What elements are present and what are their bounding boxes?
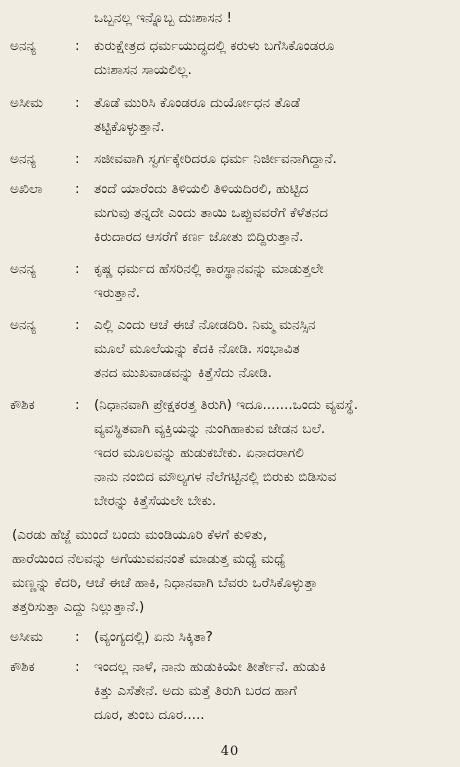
dialogue-text: ತನದ ಮುಖವಾಡವನ್ನು ಕಿತ್ತೆಸೆದು ನೋಡಿ.: [94, 365, 272, 381]
dialogue-text: ಇರುತ್ತಾನೆ.: [94, 285, 140, 301]
speaker-name: ಅಸೀಮ: [10, 629, 44, 645]
dialogue-text: ಕೃಷ್ಣ ಧರ್ಮದ ಹೆಸರಿನಲ್ಲಿ ಕಾರಸ್ಥಾನವನ್ನು ಮಾಡುತ್ತಲೇ: [94, 261, 324, 277]
speaker-colon: :: [75, 659, 80, 675]
speaker-name: ಅನನ್ಯ: [10, 38, 36, 54]
dialogue-text: ಇದರ ಮೂಲವನ್ನು ಹುಡುಕಬೇಕು. ಏನಾದರಾಗಲಿ: [94, 445, 304, 461]
dialogue-text: ನಾನು ನಂಬಿದ ಮೌಲ್ಯಗಳ ನೆಲೆಗಟ್ಟಿನಲ್ಲಿ ಬಿರುಕು ಬಿಡಿಸುವ: [94, 469, 337, 485]
dialogue-text: ಒಬ್ಬನಲ್ಲ ಇನ್ನೊಬ್ಬ ದುಃಶಾಸನ !: [94, 10, 232, 26]
dialogue-text: ಕುರುಕ್ಷೇತ್ರದ ಧರ್ಮಯುದ್ಧದಲ್ಲಿ ಕರುಳು ಬಗೆಸಿಕೊಂಡರೂ: [94, 38, 335, 54]
speaker-name: ಅನನ್ಯ: [10, 151, 36, 167]
speaker-colon: :: [75, 151, 80, 167]
dialogue-text: ಸಜೀವವಾಗಿ ಸ್ವರ್ಗಕ್ಕೇರಿದರೂ ಧರ್ಮ ನಿರ್ಜೀವನಾಗಿದ್ದಾನೆ.: [94, 151, 337, 167]
dialogue-text: (ನಿಧಾನವಾಗಿ ಪ್ರೇಕ್ಷಕರತ್ತ ತಿರುಗಿ) ಇದೂ.......ಒಂದು ವ್ಯವಸ್ಥೆ.: [94, 397, 359, 413]
speaker-name: ಅನನ್ಯ: [10, 261, 36, 277]
stage-direction-text: ಹಾರೆಯಿಂದ ನೆಲವನ್ನು ಅಗೆಯುವವನಂತೆ ಮಾಡುತ್ತ ಮಧ್ಯೆ ಮಧ್ಯೆ: [12, 551, 286, 567]
dialogue-text: ಬೇರನ್ನು ಕಿತ್ತೆಸೆಯಲೇ ಬೇಕು.: [94, 493, 217, 509]
stage-direction-text: ತತ್ತರಿಸುತ್ತಾ ಎದ್ದು ನಿಲ್ಲುತ್ತಾನೆ.): [12, 599, 145, 615]
dialogue-text: ವ್ಯವಸ್ಥಿತವಾಗಿ ವ್ಯಕ್ತಿಯನ್ನು ನುಂಗಿಹಾಕುವ ಜೇಡನ ಬಲೆ.: [94, 421, 326, 437]
speaker-name: ಅನನ್ಯ: [10, 317, 36, 333]
dialogue-text: ಕಿತ್ತು ಎಸೆತೇನೆ. ಅದು ಮತ್ತೆ ತಿರುಗಿ ಬರದ ಹಾಗೆ: [94, 683, 297, 699]
dialogue-text: ತಂದೆ ಯಾರೆಂದು ತಿಳಿಯಲಿ ತಿಳಿಯದಿರಲಿ, ಹುಟ್ಟಿದ: [94, 181, 309, 197]
dialogue-text: ದೂರ, ತುಂಬ ದೂರ.....: [94, 707, 205, 723]
stage-direction-text: (ಎರಡು ಹೆಜ್ಜೆ ಮುಂದೆ ಬಂದು ಮಂಡಿಯೂರಿ ಕೆಳಗೆ ಕುಳಿತು,: [12, 527, 268, 543]
speaker-colon: :: [75, 181, 80, 197]
speaker-colon: :: [75, 629, 80, 645]
dialogue-text: ದುಃಶಾಸನ ಸಾಯಲಿಲ್ಲ.: [94, 62, 192, 78]
stage-direction-text: ಮಣ್ಣನ್ನು ಕೆದರಿ, ಆಚೆ ಈಚೆ ಹಾಕಿ, ನಿಧಾನವಾಗಿ ಬೆವರು ಒರೆಸಿಕೊಳ್ಳುತ್ತಾ: [12, 575, 318, 591]
dialogue-text: ಮೂಲೆ ಮೂಲೆಯನ್ನು ಕೆದಕಿ ನೋಡಿ. ಸಂಭಾವಿತ: [94, 341, 300, 357]
dialogue-text: ತಟ್ಟಿಕೊಳ್ಳುತ್ತಾನೆ.: [94, 119, 165, 135]
speaker-colon: :: [75, 397, 80, 413]
dialogue-text: ಮಗುವು ತನ್ನದೇ ಎಂದು ತಾಯಿ ಒಪ್ಪುವವರೆಗೆ ಕೆಳೆತನದ: [94, 205, 329, 221]
dialogue-text: (ವ್ಯಂಗ್ಯದಲ್ಲಿ) ಏನು ಸಿಕ್ಕಿತಾ?: [94, 629, 213, 645]
page-number: 40: [220, 744, 240, 759]
speaker-name: ಅಖಿಲಾ: [10, 181, 43, 197]
speaker-colon: :: [75, 317, 80, 333]
speaker-name: ಕೌಶಿಕ: [10, 397, 35, 413]
dialogue-text: ಕಿರುದಾರದ ಆಸರೆಗೆ ಕರ್ಣ ಜೋತು ಬಿದ್ದಿರುತ್ತಾನೆ.: [94, 229, 304, 245]
speaker-colon: :: [75, 95, 80, 111]
speaker-colon: :: [75, 261, 80, 277]
speaker-name: ಕೌಶಿಕ: [10, 659, 35, 675]
dialogue-text: ಎಲ್ಲಿ ಎಂದು ಆಚೆ ಈಚೆ ನೋಡದಿರಿ. ನಿಮ್ಮ ಮನಸ್ಸಿನ: [94, 317, 316, 333]
dialogue-text: ಇಂದಲ್ಲ ನಾಳೆ, ನಾನು ಹುಡುಕಿಯೇ ತೀರ್ತೇನೆ. ಹುಡುಕಿ: [94, 659, 326, 675]
speaker-name: ಅಸೀಮ: [10, 95, 44, 111]
dialogue-text: ತೊಡೆ ಮುರಿಸಿ ಕೊಂಡರೂ ದುರ್ಯೋಧನ ತೊಡೆ: [94, 95, 301, 111]
speaker-colon: :: [75, 38, 80, 54]
